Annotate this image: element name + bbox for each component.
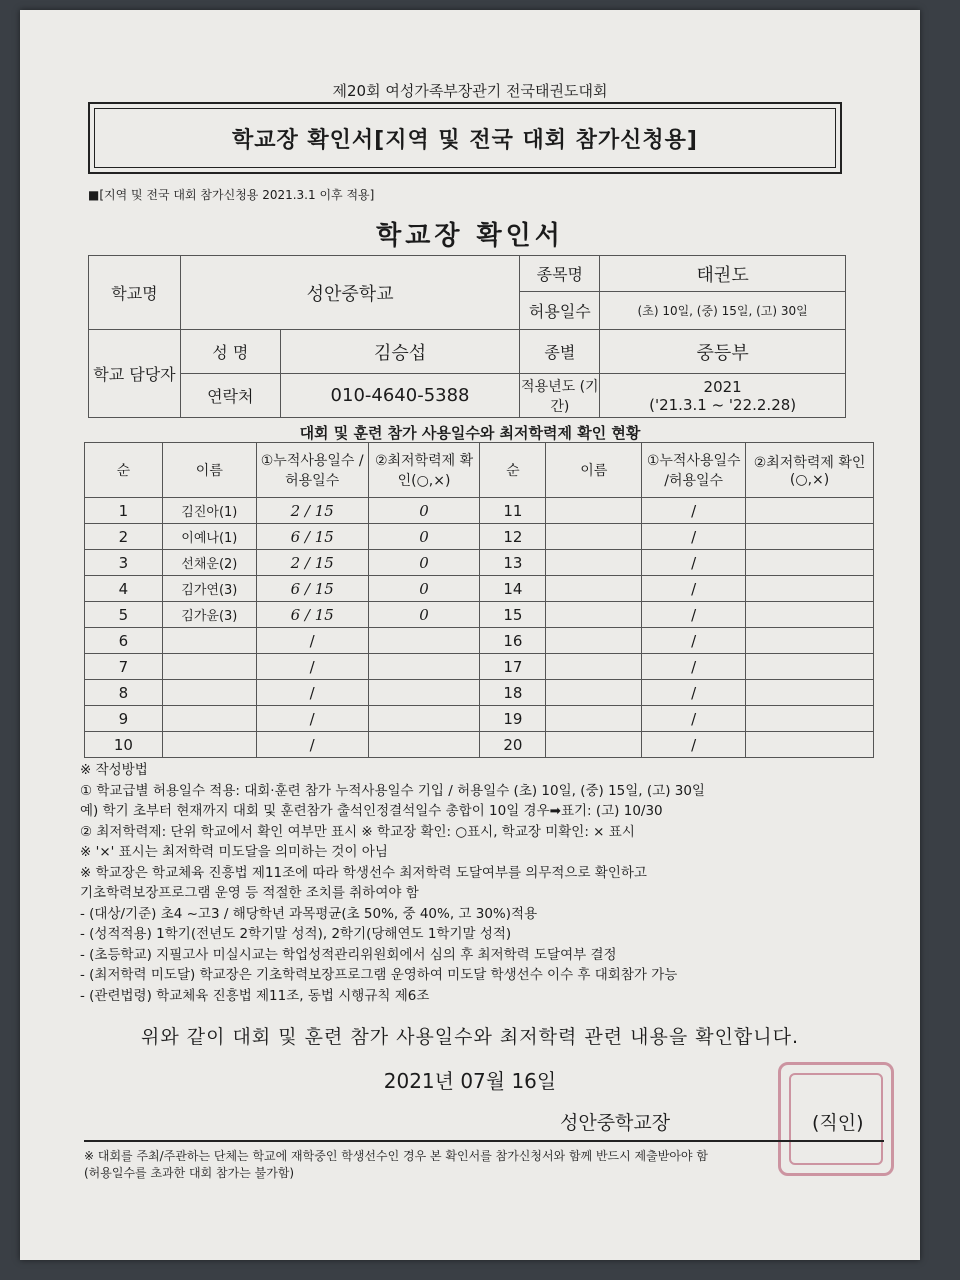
date-text: 2021년 07월 16일 (383, 1069, 557, 1093)
cell-name (546, 498, 642, 524)
cell-name (162, 628, 256, 654)
cell-no: 11 (480, 498, 546, 524)
header-no: 순 (480, 443, 546, 498)
cell-name (546, 706, 642, 732)
seal-label: (직인) (812, 1112, 864, 1134)
header-check: ②최저학력제 확인(○,×) (746, 443, 874, 498)
confirmation-text: 위와 같이 대회 및 훈련 참가 사용일수와 최저학력 관련 내용을 확인합니다. (140, 1026, 800, 1048)
table-row (85, 576, 874, 602)
cell-no: 7 (85, 654, 163, 680)
instruction-line: 기초학력보장프로그램 운영 등 적절한 조치를 취하여야 함 (80, 885, 419, 901)
header-name: 이름 (546, 443, 642, 498)
instruction-line: ① 학교급별 허용일수 적용: 대회·훈련 참가 누적사용일수 기입 / 허용일수 (초) 10일, (중) 15일, (고) 30일 (80, 782, 705, 799)
cell-days: / (256, 628, 368, 654)
footer-line: (허용일수를 초과한 대회 참가는 불가함) (84, 1166, 295, 1180)
cell-days: 6 / 15 (256, 524, 368, 550)
instruction-line: - (성적적용) 1학기(전년도 2학기말 성적), 2학기(당해연도 1학기말 성적) (80, 926, 512, 942)
cell-no: 20 (480, 732, 546, 758)
cell-days: / (642, 732, 746, 758)
cell-name (546, 654, 642, 680)
cell-days: / (642, 524, 746, 550)
cell-days: / (642, 498, 746, 524)
table-row (85, 524, 874, 550)
cell-days: / (642, 576, 746, 602)
cell-days: / (256, 706, 368, 732)
cell-name (546, 524, 642, 550)
kind-label: 종별 (520, 330, 600, 374)
cell-check: 0 (368, 498, 480, 524)
instruction-line: ② 최저학력제: 단위 학교에서 확인 여부만 표시 ※ 학교장 확인: ○표시, 학교장 미확인: × 표시 (80, 823, 635, 840)
cell-check: 0 (368, 550, 480, 576)
cell-check: 0 (368, 576, 480, 602)
cell-name: 선채운(2) (162, 550, 256, 576)
instructions (80, 760, 880, 1006)
cell-name (162, 654, 256, 680)
footer-note (84, 1140, 884, 1182)
cell-days: 6 / 15 (256, 576, 368, 602)
cell-no: 16 (480, 628, 546, 654)
header-days: ①누적사용일수 /허용일수 (642, 443, 746, 498)
cell-name (546, 680, 642, 706)
allowed-days-value: (초) 10일, (중) 15일, (고) 30일 (600, 292, 846, 330)
phone-label: 연락처 (180, 374, 280, 418)
cell-days: / (256, 654, 368, 680)
allowed-days-label: 허용일수 (520, 292, 600, 330)
cell-check (746, 498, 874, 524)
cell-check (746, 706, 874, 732)
instruction-line: ※ 작성방법 (80, 762, 148, 778)
instruction-line: - (초등학교) 지필고사 미실시교는 학업성적관리위원회에서 심의 후 최저학력 도달여부 결정 (80, 946, 617, 963)
school-value: 성안중학교 (180, 256, 520, 330)
cell-name (162, 732, 256, 758)
cell-name: 김가윤(3) (162, 602, 256, 628)
table-row (85, 706, 874, 732)
cell-no: 13 (480, 550, 546, 576)
cell-no: 15 (480, 602, 546, 628)
cell-check (368, 680, 480, 706)
period-range: ('21.3.1 ~ '22.2.28) (649, 395, 797, 414)
cell-name (546, 602, 642, 628)
cell-no: 18 (480, 680, 546, 706)
instruction-line: ※ '×' 표시는 최저학력 미도달을 의미하는 것이 아님 (80, 844, 388, 860)
cell-name: 이예나(1) (162, 524, 256, 550)
cell-name (546, 576, 642, 602)
instruction-line: - (대상/기준) 초4 ~고3 / 해당학년 과목평균(초 50%, 중 40%, 고 30%)적용 (80, 905, 538, 922)
cell-no: 17 (480, 654, 546, 680)
cell-check: 0 (368, 524, 480, 550)
doc-title-box (88, 102, 842, 174)
cell-name (162, 680, 256, 706)
cell-check (368, 706, 480, 732)
cell-name (546, 628, 642, 654)
event-label: 종목명 (520, 256, 600, 292)
cell-name: 김진아(1) (162, 498, 256, 524)
cell-no: 5 (85, 602, 163, 628)
cell-no: 12 (480, 524, 546, 550)
table-row (85, 602, 874, 628)
cell-check (746, 576, 874, 602)
cell-check (746, 680, 874, 706)
header-days: ①누적사용일수 /허용일수 (256, 443, 368, 498)
cell-check (746, 550, 874, 576)
table-row (85, 680, 874, 706)
cell-days: / (642, 680, 746, 706)
form-title: 학교장 확인서 (376, 221, 564, 251)
header-check: ②최저학력제 확인(○,×) (368, 443, 480, 498)
cell-no: 1 (85, 498, 163, 524)
cell-no: 19 (480, 706, 546, 732)
period-value (600, 374, 846, 418)
cell-no: 8 (85, 680, 163, 706)
school-label: 학교명 (89, 256, 181, 330)
event-title: 제20회 여성가족부장관기 전국태권도대회 (332, 82, 608, 100)
table-row (85, 732, 874, 758)
table-row (85, 654, 874, 680)
cell-days: / (256, 732, 368, 758)
cell-check (368, 654, 480, 680)
kind-value: 중등부 (600, 330, 846, 374)
cell-check: 0 (368, 602, 480, 628)
cell-no: 9 (85, 706, 163, 732)
table-title: 대회 및 훈련 참가 사용일수와 최저학력제 확인 현황 (299, 424, 641, 442)
cell-days: / (642, 706, 746, 732)
cell-no: 4 (85, 576, 163, 602)
name-value: 김승섭 (280, 330, 520, 374)
period-year: 2021 (703, 377, 742, 396)
doc-title: 학교장 확인서[지역 및 전국 대회 참가신청용] (94, 108, 836, 168)
cell-check (746, 628, 874, 654)
info-table (88, 255, 846, 418)
table-row (85, 498, 874, 524)
cell-check (746, 602, 874, 628)
cell-name: 김가연(3) (162, 576, 256, 602)
cell-days: 6 / 15 (256, 602, 368, 628)
cell-check (746, 732, 874, 758)
table-row (85, 550, 874, 576)
period-label: 적용년도 (기간) (520, 374, 600, 418)
cell-check (368, 628, 480, 654)
cell-no: 14 (480, 576, 546, 602)
header-name: 이름 (162, 443, 256, 498)
cell-no: 6 (85, 628, 163, 654)
cell-name (162, 706, 256, 732)
cell-days: 2 / 15 (256, 498, 368, 524)
principal-name: 성안중학교장 (560, 1112, 671, 1134)
phone-value: 010-4640-5388 (280, 374, 520, 418)
cell-check (746, 654, 874, 680)
status-table (84, 442, 874, 758)
cell-days: / (642, 628, 746, 654)
cell-days: / (642, 602, 746, 628)
cell-name (546, 732, 642, 758)
cell-no: 10 (85, 732, 163, 758)
table-row (85, 628, 874, 654)
cell-check (368, 732, 480, 758)
cell-days: 2 / 15 (256, 550, 368, 576)
cell-no: 2 (85, 524, 163, 550)
cell-days: / (642, 550, 746, 576)
cell-name (546, 550, 642, 576)
cell-no: 3 (85, 550, 163, 576)
cell-days: / (642, 654, 746, 680)
contact-label: 학교 담당자 (89, 330, 181, 418)
name-label: 성 명 (180, 330, 280, 374)
document-paper (20, 10, 920, 1260)
instruction-line: - (관련법령) 학교체육 진흥법 제11조, 동법 시행규칙 제6조 (80, 987, 430, 1004)
instruction-line: - (최저학력 미도달) 학교장은 기초학력보장프로그램 운영하여 미도달 학생선수 이수 후 대회참가 가능 (80, 967, 678, 983)
event-value: 태권도 (600, 256, 846, 292)
footer-line: ※ 대회를 주최/주관하는 단체는 학교에 재학중인 학생선수인 경우 본 확인서를 참가신청서와 함께 반드시 제출받아야 함 (84, 1149, 708, 1163)
instruction-line: ※ 학교장은 학교체육 진흥법 제11조에 따라 학생선수 최저학력 도달여부를 의무적으로 확인하고 (80, 864, 647, 881)
instruction-line: 예) 학기 초부터 현재까지 대회 및 훈련참가 출석인정결석일수 총합이 10일 경우➡표기: (고) 10/30 (80, 803, 663, 819)
cell-check (746, 524, 874, 550)
cell-days: / (256, 680, 368, 706)
header-no: 순 (85, 443, 163, 498)
application-note: ■[지역 및 전국 대회 참가신청용 2021.3.1 이후 적용] (88, 188, 375, 202)
